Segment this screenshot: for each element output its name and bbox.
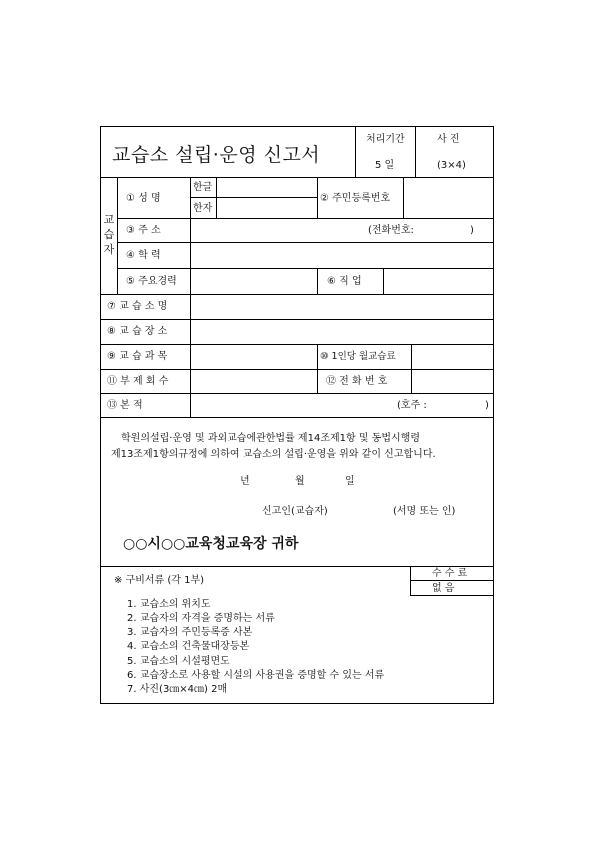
document-item-2: 2. 교습자의 자격을 증명하는 서류 <box>127 613 275 624</box>
document-item-5: 5. 교습소의 시설평면도 <box>127 656 230 667</box>
document-item-4: 4. 교습소의 건축물대장등본 <box>127 641 250 652</box>
phone-label: (전화번호: <box>368 225 414 236</box>
name-hangul-field[interactable] <box>217 178 317 197</box>
school-name-field[interactable] <box>191 295 493 319</box>
address-label: ③ 주 소 <box>126 225 161 236</box>
fee-box-mid <box>410 580 494 581</box>
header-divider-1 <box>355 126 356 178</box>
school-place-label: ⑧ 교 습 장 소 <box>107 326 168 337</box>
hangul-label: 한글 <box>193 182 213 193</box>
position-label: ⑥ 직 업 <box>327 276 362 287</box>
address-field[interactable] <box>191 219 493 242</box>
addressee: ○○시○○교육청교육장 귀하 <box>123 536 299 552</box>
applicant-signature-label: 신고인(교습자) <box>262 506 328 517</box>
border-top <box>100 126 494 127</box>
fee-value: 없 음 <box>432 583 455 594</box>
subject-field[interactable] <box>191 345 317 369</box>
fee-box-bottom <box>410 595 494 596</box>
education-field[interactable] <box>191 243 493 268</box>
school-name-label: ⑦ 교 습 소 명 <box>107 301 168 312</box>
date-year: 년 <box>240 476 250 487</box>
householder-close: ) <box>485 400 489 411</box>
domicile-label: ⑬ 본 적 <box>107 400 143 411</box>
form-title: 교습소 설립·운영 신고서 <box>112 144 321 166</box>
subject-label: ⑨ 교 습 과 목 <box>107 351 168 362</box>
group-col-line <box>117 177 118 294</box>
name-label: ① 성 명 <box>126 193 161 204</box>
sessions-label: ⑪ 부 제 회 수 <box>107 376 169 387</box>
processing-period-label: 처리기간 <box>366 134 405 145</box>
document-item-3: 3. 교습자의 주민등록증 사본 <box>127 627 253 638</box>
phone-close: ) <box>470 225 474 236</box>
career-label: ⑤ 주요경력 <box>126 276 177 287</box>
photo-size: (3×4) <box>437 160 466 171</box>
processing-period-value: 5 일 <box>375 160 395 171</box>
group-char-2: 습 <box>103 228 115 241</box>
border-left <box>100 126 101 704</box>
career-field[interactable] <box>191 269 317 294</box>
row-line-declaration <box>100 566 494 567</box>
document-item-6: 6. 교습장소로 사용할 시설의 사용권을 증명할 수 있는 서류 <box>127 670 385 681</box>
border-bottom <box>100 703 494 704</box>
career-right-line <box>317 268 318 295</box>
hanja-label: 한자 <box>193 203 213 214</box>
border-right <box>493 126 494 704</box>
householder-label: (호주 : <box>397 400 427 411</box>
name-hanja-field[interactable] <box>217 198 317 218</box>
document-item-7: 7. 사진(3㎝×4㎝) 2매 <box>127 684 228 695</box>
photo-label: 사 진 <box>437 134 460 145</box>
education-label: ④ 학 력 <box>126 250 161 261</box>
documents-heading: ※ 구비서류 (각 1부) <box>114 575 205 586</box>
row-line-domicile <box>100 417 494 418</box>
school-phone-label: ⑫ 전 화 번 호 <box>326 376 388 387</box>
header-divider-2 <box>415 126 416 178</box>
rrn-field[interactable] <box>404 178 493 218</box>
group-char-1: 교 <box>103 213 115 226</box>
fee-heading: 수 수 료 <box>432 568 468 579</box>
sessions-field[interactable] <box>191 370 317 393</box>
rrn-left-line <box>317 177 318 219</box>
date-day: 일 <box>345 476 355 487</box>
position-field[interactable] <box>384 269 493 294</box>
applicant-group-label <box>102 212 116 257</box>
signature-hint: (서명 또는 인) <box>393 506 456 517</box>
fee-box-left <box>410 566 411 596</box>
document-item-1: 1. 교습소의 위치도 <box>127 599 211 610</box>
group-char-3: 자 <box>103 243 115 256</box>
date-month: 월 <box>295 476 305 487</box>
school-phone-field[interactable] <box>412 370 493 393</box>
declaration-line-2: 제13조제1항의규정에 의하여 교습소의 설립·운영을 위와 같이 신고합니다. <box>111 449 436 460</box>
fee-label: ⑩ 1인당 월교습료 <box>320 351 396 362</box>
domicile-field[interactable] <box>191 394 493 417</box>
school-place-field[interactable] <box>191 320 493 344</box>
fee-field[interactable] <box>412 345 493 369</box>
rrn-label: ② 주민등록번호 <box>320 193 391 204</box>
declaration-line-1: 학원의설립·운영 및 과외교습에관한법률 제14조제1항 및 동법시행령 <box>121 433 420 444</box>
